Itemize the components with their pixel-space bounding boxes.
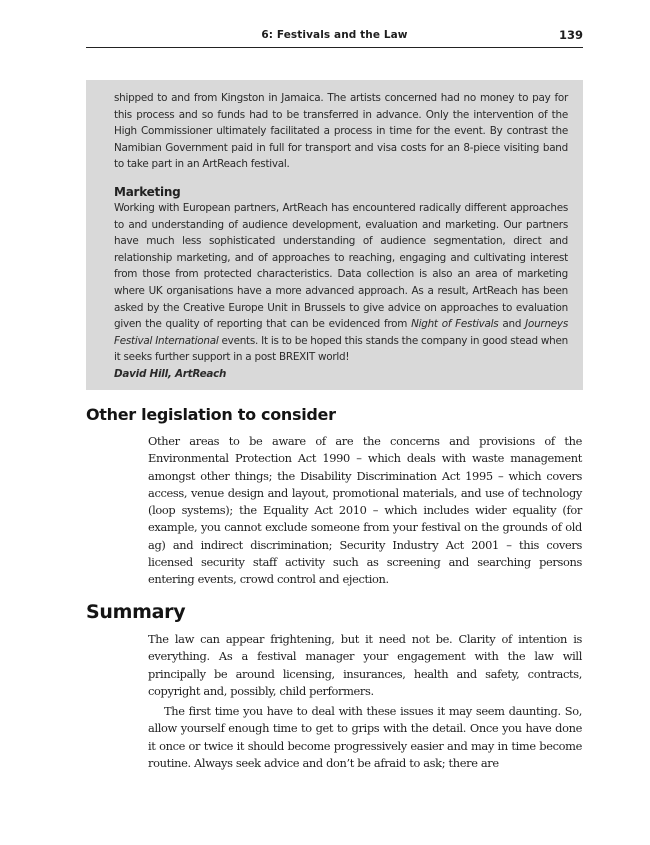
summary-heading: Summary xyxy=(86,601,186,623)
other-legislation-heading: Other legislation to consider xyxy=(86,405,336,424)
case-study-signature: David Hill, ArtReach xyxy=(114,367,227,380)
running-header xyxy=(86,27,583,48)
conjunction-and: and xyxy=(498,318,526,331)
case-study-box xyxy=(86,80,583,390)
marketing-text-end: events. It is to be hoped this stands the company in good stead when it seeks further support in a post BREXIT world! xyxy=(114,334,568,364)
case-study-intro: shipped to and from Kingston in Jamaica. The artists concerned had no money to pay for this process and so funds had to be transferred in advance. Only the intervention of the High Commissioner ultimately facilitated a process in time for the event. By contrast the Namibian Government paid in full for transport and visa costs for an 8-piece visiting band to take part in an ArtReach festival. xyxy=(114,92,568,171)
other-legislation-body xyxy=(148,433,582,589)
marketing-text-start: Working with European partners, ArtReach has encountered radically different approaches to and understanding of audience development, evaluation and marketing. Our partners have much less sophisticated understanding of audience segmentation, direct and relationship marketing, and of approaches to reaching, engaging and cultivating interest from those from protected characteristics. Data collection is also an area of marketing where UK organisations have a more advanced approach. As a result, ArtReach has been asked by the Creative Europe Unit in Brussels to give advice on approaches to evaluation given the quality of reporting that can be evidenced from xyxy=(114,201,568,331)
summary-body xyxy=(148,631,582,772)
other-legislation-paragraph: Other areas to be aware of are the concerns and provisions of the Environmental Protection Act 1990 – which deals with waste management amongst other things; the Disability Discrimination Act 1995 – which covers access, venue design and layout, promotional materials, and use of technology (loop systems); the Equality Act 2010 – which includes wider equality (for example, you cannot exclude someone from your festival on the grounds of old ag) and indirect discrimination; Security Industry Act 2001 – this covers licensed security staff activity such as screening and searching persons entering events, crowd control and ejection. xyxy=(148,434,582,587)
event-night-of-festivals: Night of Festivals xyxy=(411,318,499,331)
marketing-paragraph xyxy=(114,200,568,366)
marketing-heading: Marketing xyxy=(114,184,181,199)
summary-paragraph-1: The law can appear frightening, but it need not be. Clarity of intention is everything. As a festival manager your engagement with the law will principally be around licensing, insurances, health and safety, contracts, copyright and, possibly, child performers. xyxy=(148,632,582,698)
event-journeys-festival: Journeys Festival International xyxy=(114,318,568,347)
running-title: 6: Festivals and the Law xyxy=(261,29,408,41)
summary-paragraph-2: The first time you have to deal with these issues it may seem daunting. So, allow yourself enough time to get to grips with the detail. Once you have done it once or twice it should become progressively easier and may in time become routine. Always seek advice and don’t be afraid to ask; there are xyxy=(148,704,582,771)
page-number: 139 xyxy=(558,28,583,42)
